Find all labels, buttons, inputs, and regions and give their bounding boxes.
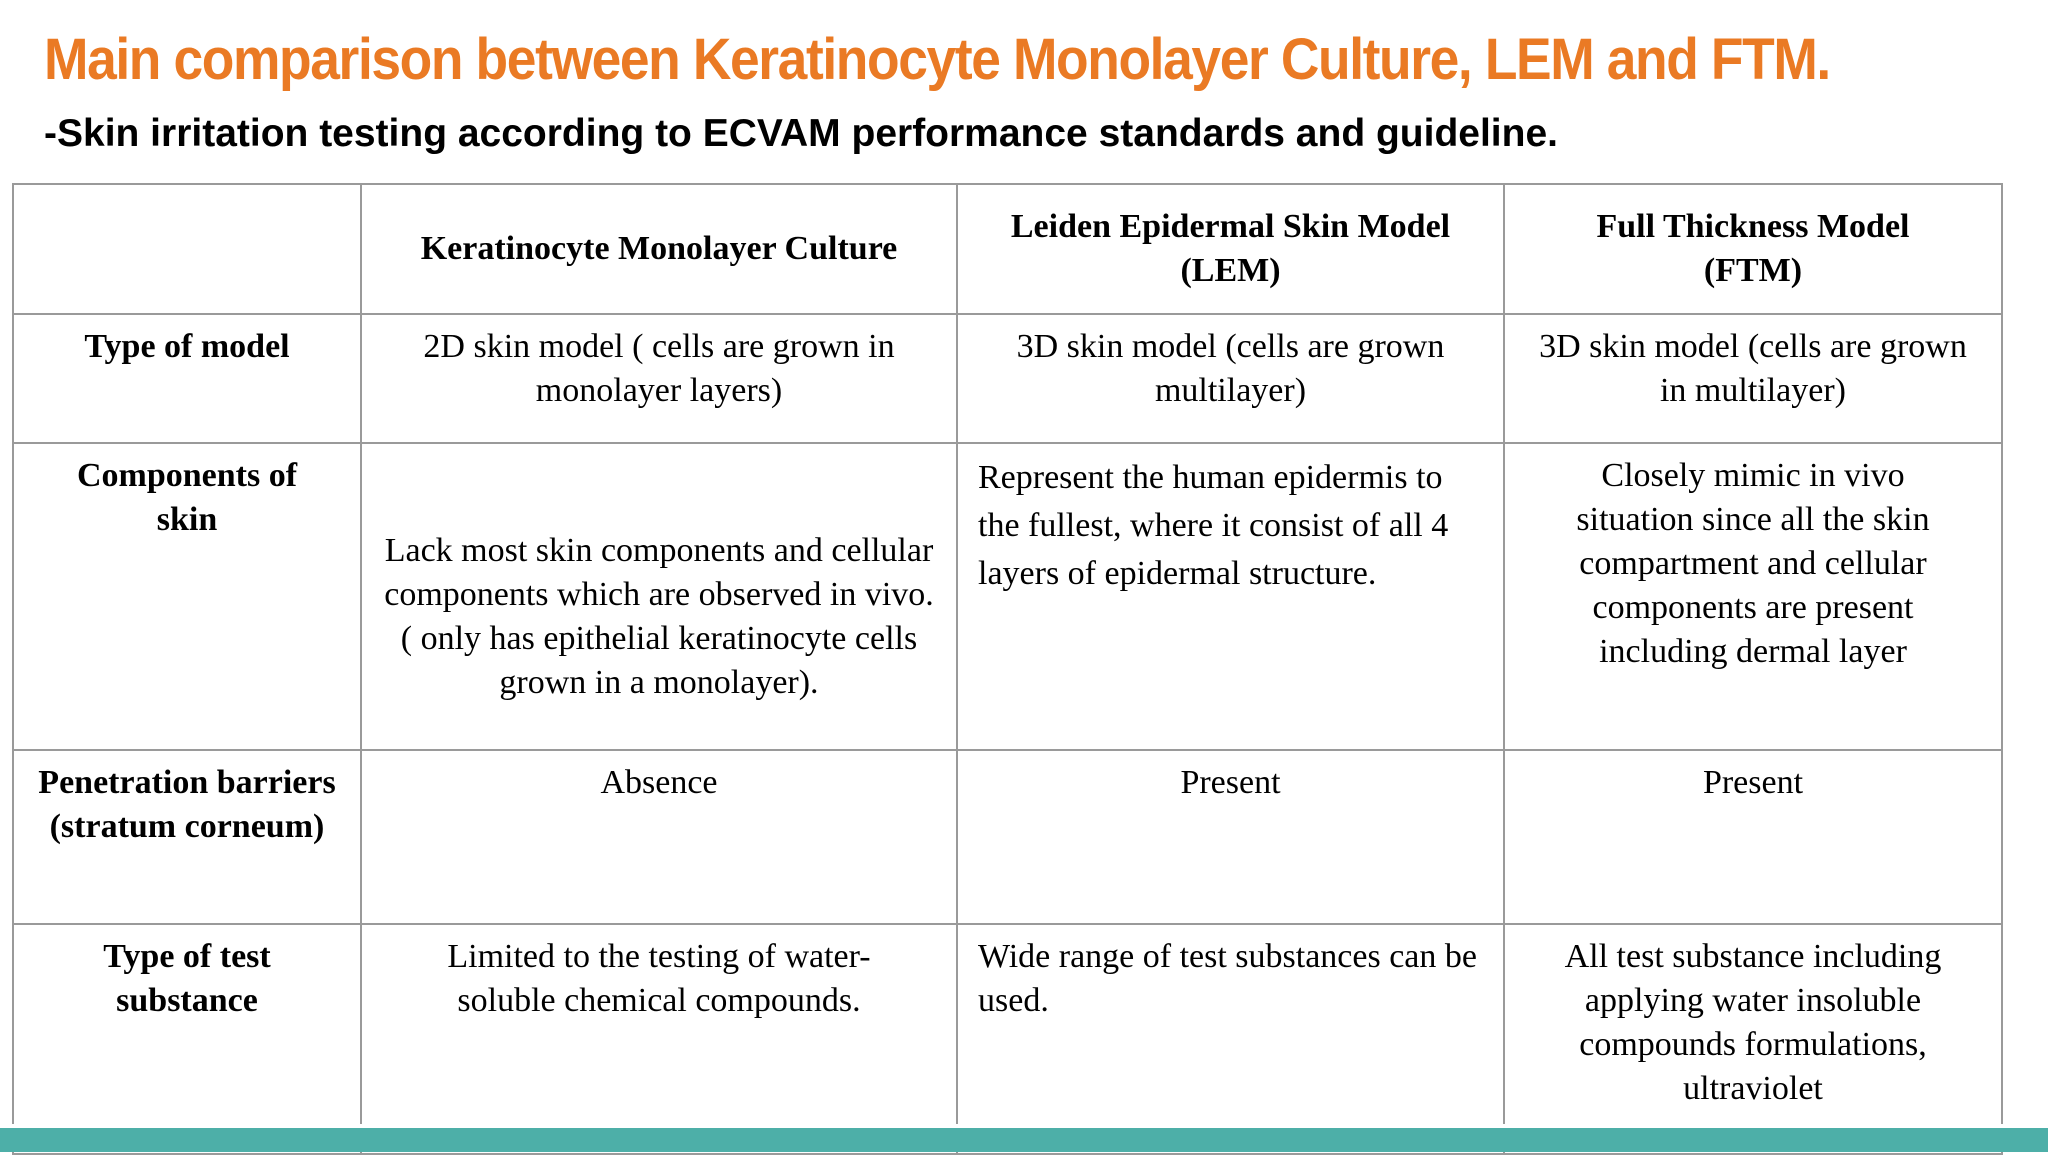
cell-lem-type: 3D skin model (cells are grown multilayer)	[957, 314, 1504, 443]
header-lem	[957, 184, 1504, 314]
cell-ftm-components: Closely mimic in vivo situation since all the skin compartment and cellular components are present including dermal layer	[1504, 443, 2002, 750]
header-row	[13, 184, 2002, 314]
cell-ftm-type: 3D skin model (cells are grown in multilayer)	[1504, 314, 2002, 443]
table-row	[13, 314, 2002, 443]
header-blank-cell	[13, 184, 361, 314]
header-keratinocyte-label: Keratinocyte Monolayer Culture	[420, 230, 898, 267]
footer-accent-bar	[0, 1128, 2048, 1152]
header-ftm	[1504, 184, 2002, 314]
table-row	[13, 443, 2002, 750]
row-label-components: Components of skin	[13, 443, 361, 750]
cell-ftm-penetration: Present	[1504, 750, 2002, 924]
cell-keratinocyte-substance: Limited to the testing of water-soluble chemical compounds.	[361, 924, 957, 1154]
header-keratinocyte	[361, 184, 957, 314]
table-row	[13, 924, 2002, 1154]
row-label-penetration: Penetration barriers (stratum corneum)	[13, 750, 361, 924]
comparison-table	[12, 183, 2003, 1155]
cell-ftm-substance: All test substance including applying water insoluble compounds formulations, ultraviolet	[1504, 924, 2002, 1154]
row-label-type-of-model: Type of model	[13, 314, 361, 443]
row-label-test-substance: Type of test substance	[13, 924, 361, 1154]
header-ftm-line1: Full Thickness Model	[1596, 208, 1910, 245]
cell-keratinocyte-components: Lack most skin components and cellular components which are observed in vivo. ( only has epithelial keratinocyte cells grown in a monolayer).	[361, 443, 957, 750]
header-ftm-line2: (FTM)	[1703, 252, 1803, 289]
cell-lem-penetration: Present	[957, 750, 1504, 924]
table-row	[13, 750, 2002, 924]
cell-lem-substance: Wide range of test substances can be used.	[957, 924, 1504, 1154]
cell-keratinocyte-type: 2D skin model ( cells are grown in monolayer layers)	[361, 314, 957, 443]
header-lem-line1: Leiden Epidermal Skin Model	[1010, 208, 1451, 245]
header-lem-line2: (LEM)	[1180, 252, 1281, 289]
slide-subtitle: -Skin irritation testing according to ECVAM performance standards and guideline.	[44, 112, 1558, 155]
slide-title: Main comparison between Keratinocyte Monolayer Culture, LEM and FTM.	[44, 27, 1830, 92]
cell-keratinocyte-penetration: Absence	[361, 750, 957, 924]
cell-lem-components: Represent the human epidermis to the fullest, where it consist of all 4 layers of epidermal structure.	[957, 443, 1504, 750]
